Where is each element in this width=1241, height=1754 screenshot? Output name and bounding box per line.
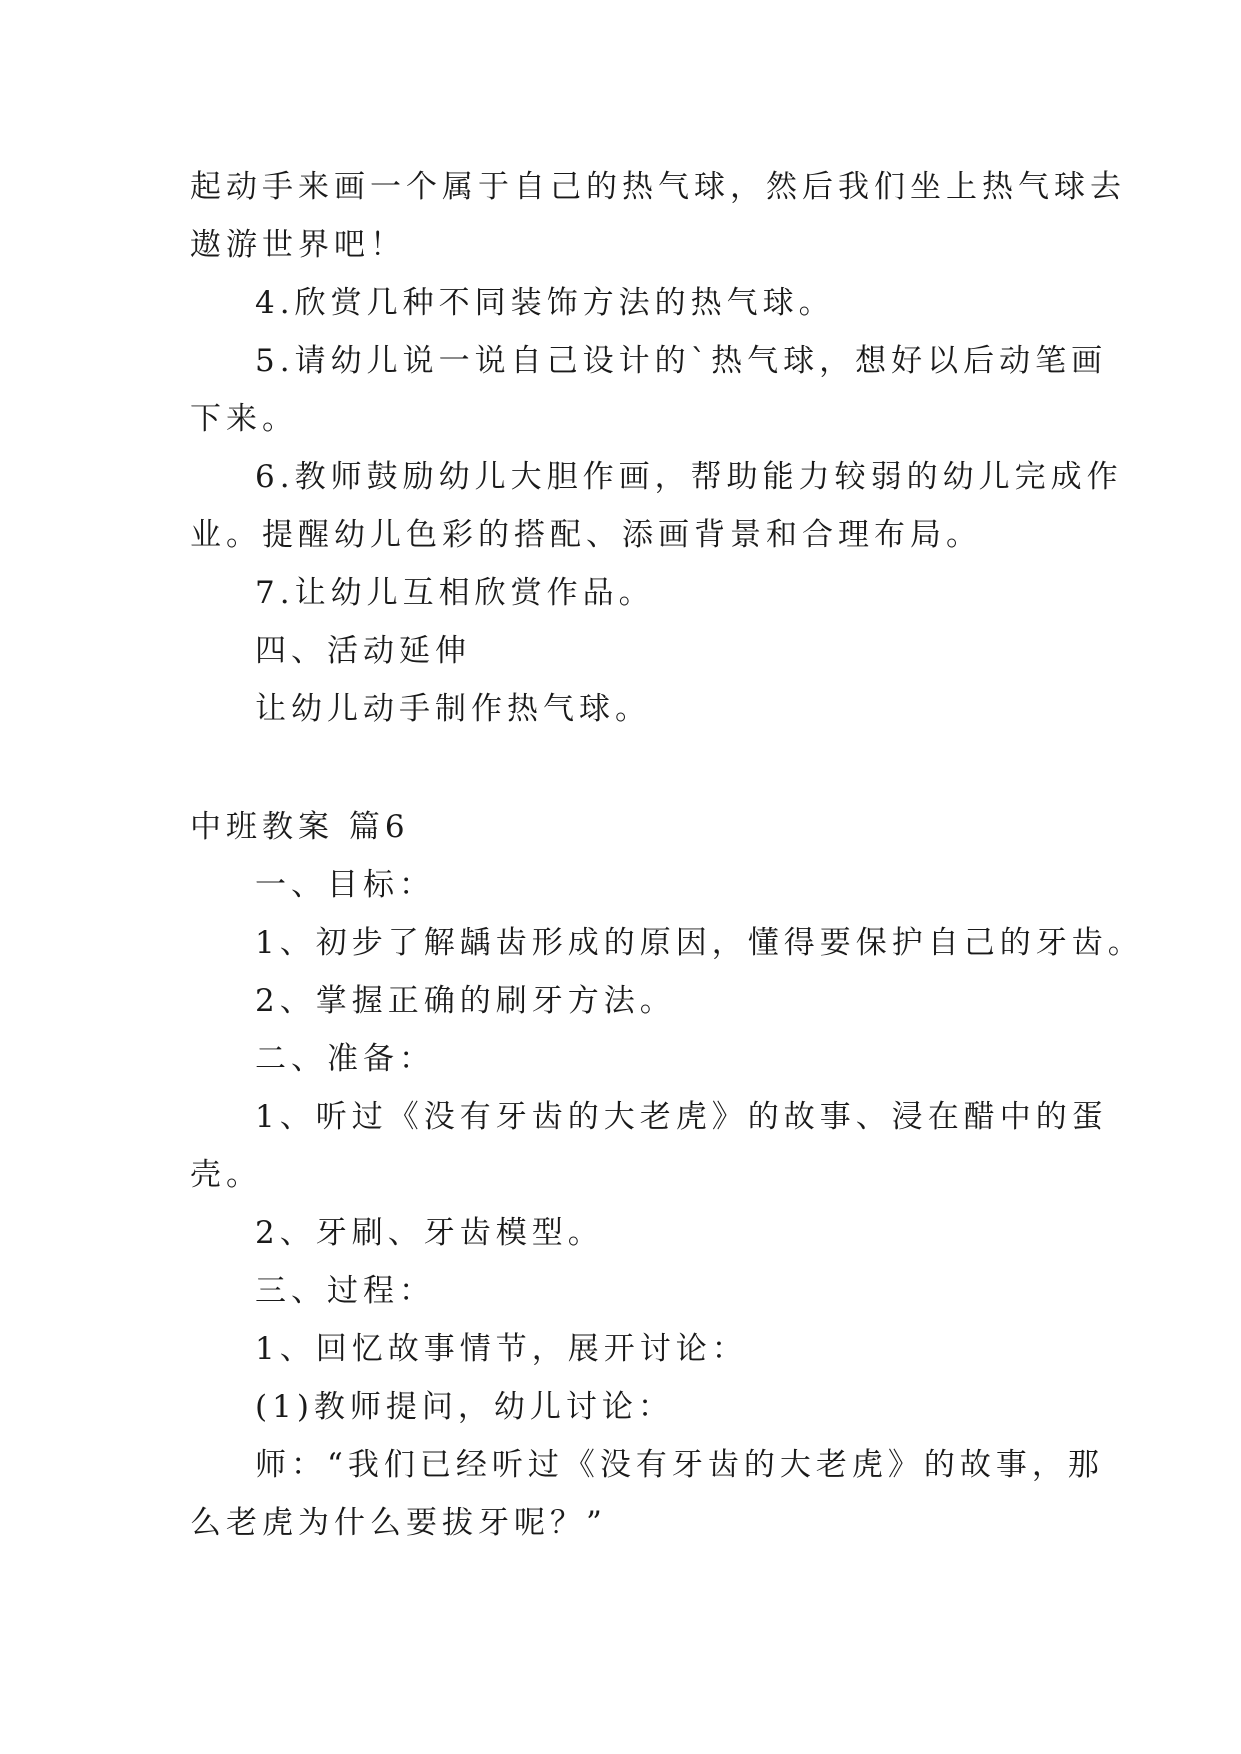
- text-line: 遨游世界吧！: [190, 227, 406, 263]
- text-line: (1)教师提问，幼儿讨论：: [255, 1389, 674, 1425]
- text-line: 业。提醒幼儿色彩的搭配、添画背景和合理布局。: [190, 517, 982, 553]
- text-line: 2、牙刷、牙齿模型。: [255, 1215, 604, 1251]
- text-line: 壳。: [190, 1157, 262, 1193]
- text-line: 让幼儿动手制作热气球。: [255, 691, 651, 727]
- text-line: 么老虎为什么要拔牙呢？”: [190, 1505, 607, 1541]
- text-line: 1、听过《没有牙齿的大老虎》的故事、浸在醋中的蛋: [255, 1099, 1108, 1135]
- text-line: 6.教师鼓励幼儿大胆作画，帮助能力较弱的幼儿完成作: [255, 459, 1123, 495]
- text-line: 2、掌握正确的刷牙方法。: [255, 983, 676, 1019]
- text-line: 1、回忆故事情节，展开讨论：: [255, 1331, 748, 1367]
- text-line: 下来。: [190, 401, 298, 437]
- section-heading: 四、活动延伸: [255, 633, 471, 669]
- text-line: 7.让幼儿互相欣赏作品。: [255, 575, 655, 611]
- section-heading: 三、过程：: [255, 1273, 435, 1309]
- text-line: 起动手来画一个属于自己的热气球，然后我们坐上热气球去: [190, 169, 1126, 205]
- text-line: 1、初步了解龋齿形成的原因，懂得要保护自己的牙齿。: [255, 925, 1144, 961]
- text-line: 5.请幼儿说一说自己设计的`热气球，想好以后动笔画: [255, 343, 1108, 379]
- section-heading: 二、准备：: [255, 1041, 435, 1077]
- section-heading: 一、目标：: [255, 867, 435, 903]
- text-line: 4.欣赏几种不同装饰方法的热气球。: [255, 285, 835, 321]
- text-line: 师：“我们已经听过《没有牙齿的大老虎》的故事，那: [255, 1447, 1104, 1483]
- chapter-title: 中班教案 篇6: [190, 809, 410, 845]
